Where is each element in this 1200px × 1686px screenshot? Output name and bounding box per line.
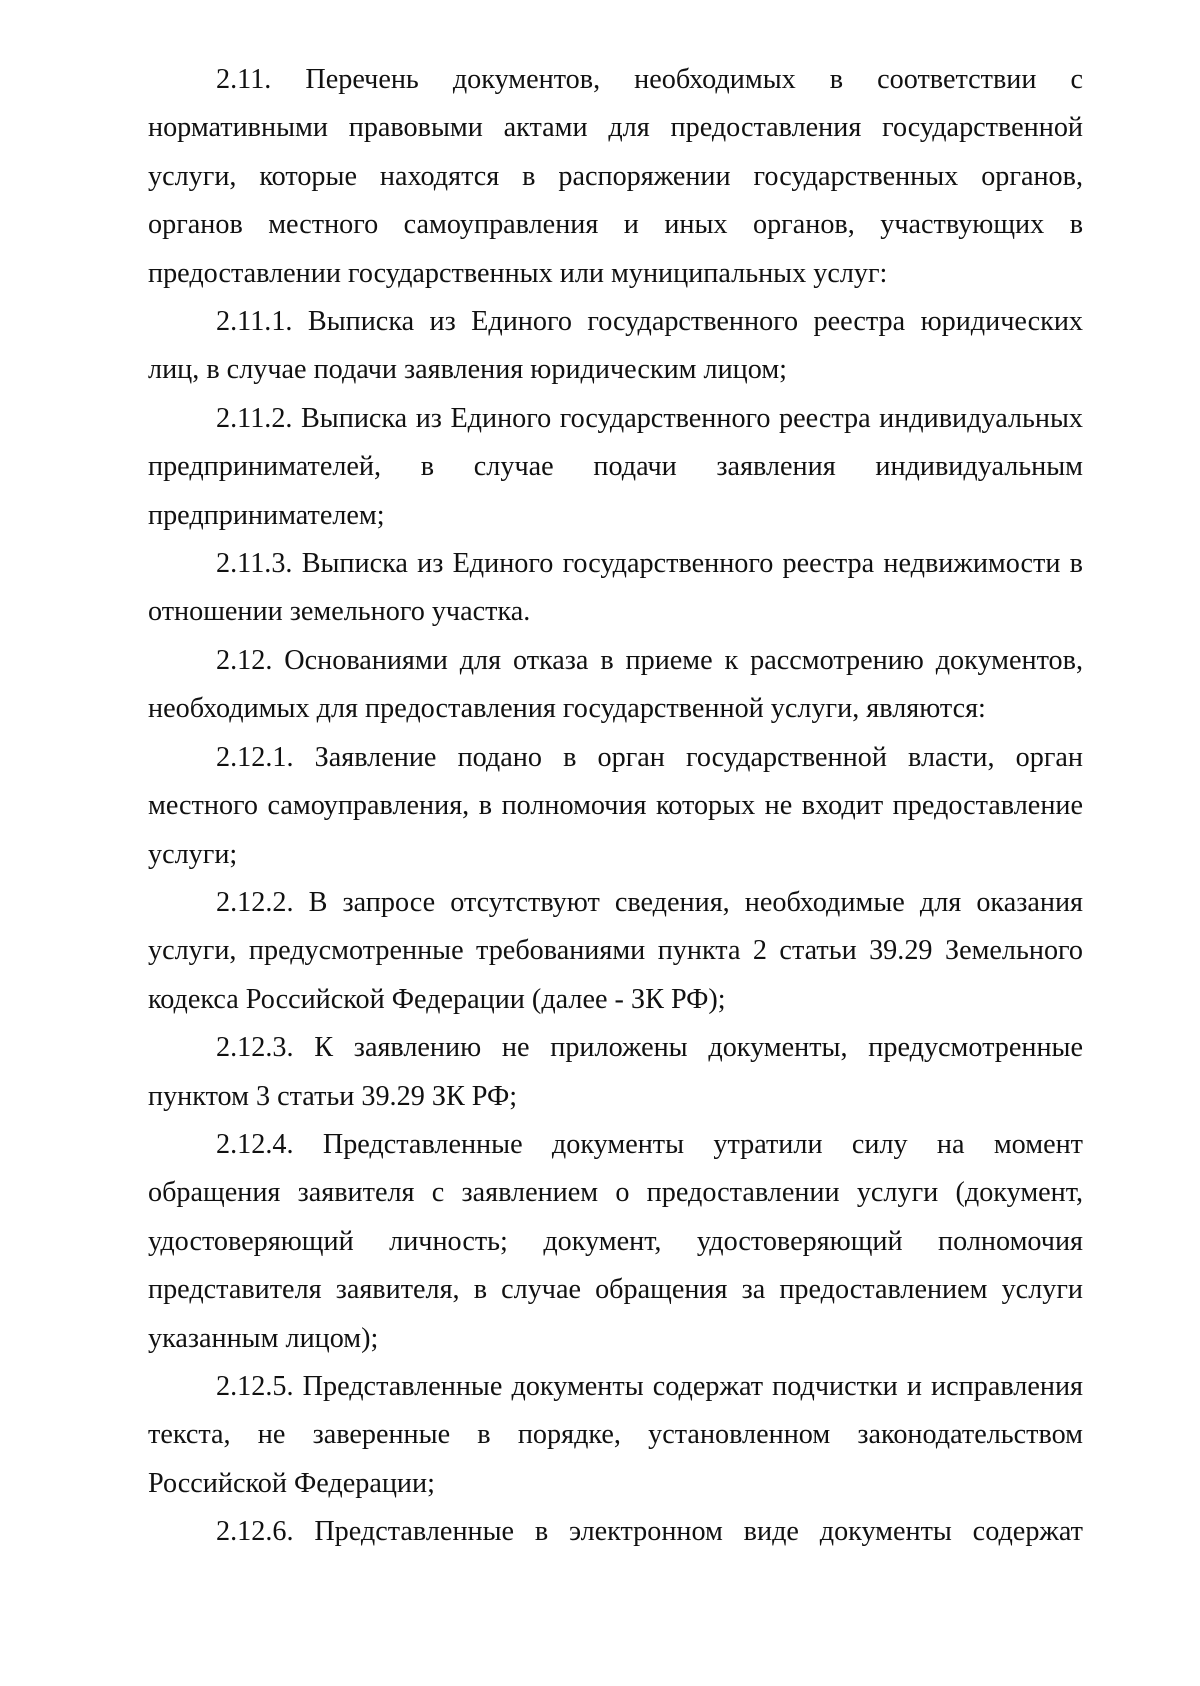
paragraph-2-12-3: 2.12.3. К заявлению не приложены документы, предусмотренные пунктом 3 статьи 39.29 ЗК РФ; xyxy=(148,1032,1083,1112)
paragraph-2-12: 2.12. Основаниями для отказа в приеме к рассмотрению документов, необходимых для предоставления государственной услуги, являются: xyxy=(148,644,1083,725)
paragraph-2-12-2: 2.12.2. В запросе отсутствуют сведения, необходимые для оказания услуги, предусмотренные требованиями пункта 2 статьи 39.29 Земельного кодекса Российской Федерации (далее - ЗК РФ); xyxy=(148,886,1083,1015)
paragraph-2-11-3: 2.11.3. Выписка из Единого государственного реестра недвижимости в отношении земельного участка. xyxy=(148,548,1083,628)
paragraph-2-12-6: 2.12.6. Представленные в электронном виде документы содержат xyxy=(216,1516,1083,1548)
paragraph-2-11: 2.11. Перечень документов, необходимых в соответствии с нормативными правовыми актами для предоставления государственной услуги, которые находятся в распоряжении государственных органов, органов местного самоуправления и иных органов, участвующих в предоставлении государственных или муниципальных услуг: xyxy=(148,64,1083,289)
paragraph-2-12-5: 2.12.5. Представленные документы содержат подчистки и исправления текста, не заверенные в порядке, установленном законодательством Российской Федерации; xyxy=(148,1370,1083,1499)
document-body xyxy=(148,56,1083,1557)
paragraph-2-12-4: 2.12.4. Представленные документы утратили силу на момент обращения заявителя с заявлением о предоставлении услуги (документ, удостоверяющий личность; документ, удостоверяющий полномочия представителя заявителя, в случае обращения за предоставлением услуги указанным лицом); xyxy=(148,1128,1083,1354)
paragraph-2-12-1: 2.12.1. Заявление подано в орган государственной власти, орган местного самоуправления, в полномочия которых не входит предоставление услуги; xyxy=(148,741,1083,870)
paragraph-2-11-2: 2.11.2. Выписка из Единого государственного реестра индивидуальных предпринимателей, в случае подачи заявления индивидуальным предпринимателем; xyxy=(148,402,1083,531)
paragraph-2-11-1: 2.11.1. Выписка из Единого государственного реестра юридических лиц, в случае подачи заявления юридическим лицом; xyxy=(148,306,1083,386)
